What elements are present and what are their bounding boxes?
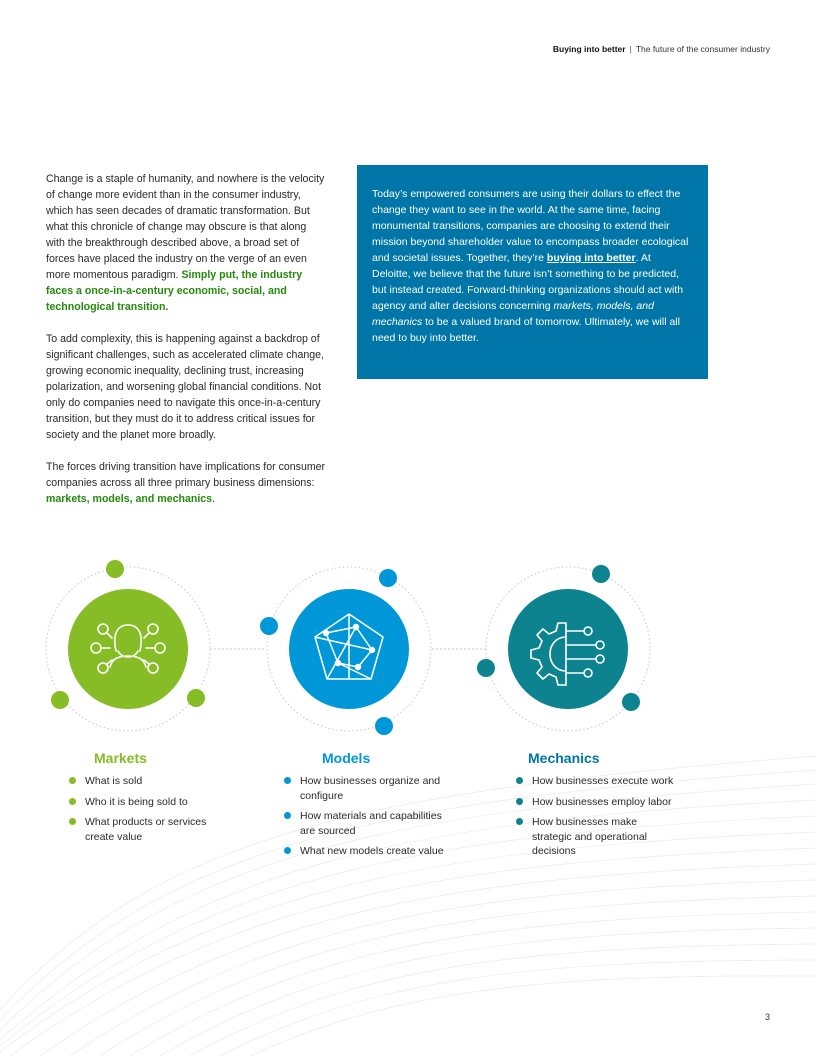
mechanics-icon-group <box>477 565 650 731</box>
intro-paragraph-1-text: Change is a staple of humanity, and nowhere is the velocity of change more evident than in the consumer industry, which has seen decades of dramatic transformation. But what this chronicle of change may obscure is that along with the breakthrough described above, a broad set of forces have placed the industry on the verge of an even more momentous paradigm. <box>46 173 325 281</box>
intro-paragraph-3-end: . <box>212 493 215 505</box>
callout-italic: markets, models, and mechanics <box>372 300 654 328</box>
models-title: Models <box>322 750 371 766</box>
bullet-dot <box>69 818 76 825</box>
list-item: How materials and capabilities are sourced <box>284 809 444 838</box>
list-item: How businesses organize and configure <box>284 774 444 803</box>
bullet-dot <box>516 818 523 825</box>
intro-text-column <box>46 171 328 523</box>
callout-text-2: . At Deloitte, we believe that the future isn’t something to be predicted, but instead created. Forward-thinking organizations should act with agency and alter decisions concerning <box>372 252 684 312</box>
callout-text-3: to be a valued brand of tomorrow. Ultimately, we will all need to buy into better. <box>372 316 680 344</box>
models-list <box>284 774 444 859</box>
list-item: How businesses execute work <box>516 774 676 789</box>
markets-list <box>69 774 229 844</box>
bullet-dot <box>284 777 291 784</box>
bullet-dot <box>284 812 291 819</box>
mechanics-column <box>516 750 676 865</box>
mechanics-title: Mechanics <box>528 750 600 766</box>
header-subtitle: The future of the consumer industry <box>635 44 770 54</box>
callout-text-1: Today’s empowered consumers are using their dollars to effect the change they want to see in the world. At the same time, facing monumental transitions, companies are choosing to extend their mission beyond shareholder value to encompass broader ecological and societal issues. Together, they’re <box>372 188 689 264</box>
markets-icon-group <box>46 560 210 731</box>
bullet-dot <box>69 798 76 805</box>
intro-paragraph-3-text: The forces driving transition have implications for consumer companies across all three primary business dimensions: <box>46 461 326 489</box>
bullet-dot <box>284 847 291 854</box>
dimensions-diagram <box>0 555 816 745</box>
intro-paragraph-3 <box>46 459 328 507</box>
markets-column <box>69 750 229 850</box>
list-item: Who it is being sold to <box>69 795 229 810</box>
list-item: What is sold <box>69 774 229 789</box>
models-column <box>284 750 444 865</box>
bullet-dot <box>69 777 76 784</box>
bullet-dot <box>516 798 523 805</box>
dimensions-highlight: markets, models, and mechanics <box>46 493 213 505</box>
header-separator: | <box>629 44 632 54</box>
bullet-dot <box>516 777 523 784</box>
models-icon-group <box>260 567 431 735</box>
intro-paragraph-1 <box>46 171 328 315</box>
list-item: What products or services create value <box>69 815 229 844</box>
callout-box <box>357 165 708 379</box>
list-item: How businesses make strategic and operational decisions <box>516 815 676 859</box>
list-item: What new models create value <box>284 844 444 859</box>
page-number: 3 <box>764 1012 770 1022</box>
intro-paragraph-2: To add complexity, this is happening against a backdrop of significant challenges, such as accelerated climate change, growing economic inequality, declining trust, increasing polarization, and worsening global financial conditions. Not only do companies need to navigate this once-in-a-century transition, but they must do it to address critical issues for society and the planet more broadly. <box>46 333 324 441</box>
page-header <box>553 44 770 54</box>
list-item: How businesses employ labor <box>516 795 676 810</box>
buying-into-better-link[interactable]: buying into better <box>546 252 636 264</box>
intro-highlight: Simply put, the industry faces a once-in-a-century economic, social, and technological transition. <box>46 269 303 313</box>
header-title: Buying into better <box>552 44 626 54</box>
mechanics-list <box>516 774 676 859</box>
markets-title: Markets <box>94 750 147 766</box>
